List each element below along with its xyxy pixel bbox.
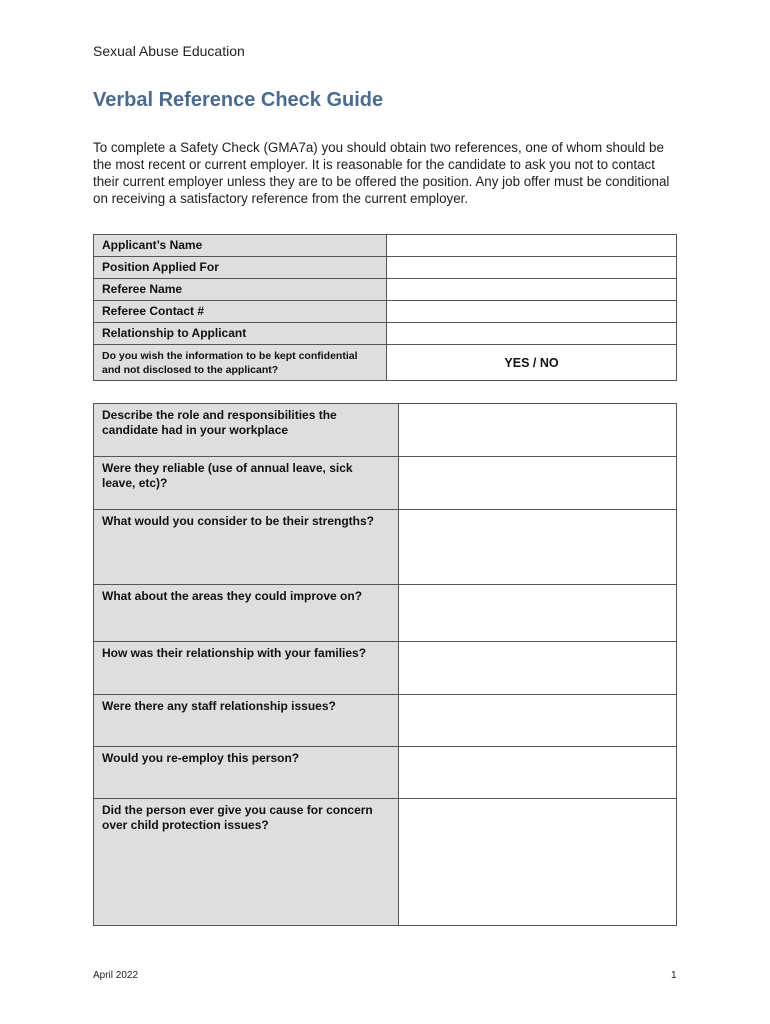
table-row	[94, 279, 677, 301]
position-applied-field[interactable]	[387, 257, 677, 279]
table-row	[94, 642, 677, 695]
applicant-info-table	[93, 234, 677, 381]
question-label: How was their relationship with your families?	[94, 642, 399, 695]
answer-field[interactable]	[399, 695, 677, 747]
table-row	[94, 457, 677, 510]
referee-name-field[interactable]	[387, 279, 677, 301]
question-label: What about the areas they could improve on?	[94, 585, 399, 642]
answer-field[interactable]	[399, 642, 677, 695]
table-row	[94, 235, 677, 257]
answer-field[interactable]	[399, 457, 677, 510]
question-label: Did the person ever give you cause for concern over child protection issues?	[94, 799, 399, 926]
answer-field[interactable]	[399, 799, 677, 926]
answer-field[interactable]	[399, 404, 677, 457]
confidential-yes-no-field[interactable]: YES / NO	[387, 345, 677, 381]
relationship-field[interactable]	[387, 323, 677, 345]
confidential-question-label: Do you wish the information to be kept confidential and not disclosed to the applicant?	[94, 345, 387, 381]
answer-field[interactable]	[399, 585, 677, 642]
intro-paragraph: To complete a Safety Check (GMA7a) you should obtain two references, one of whom should be the most recent or current employer. It is reasonable for the candidate to ask you not to contact their current employer unless they are to be offered the position. Any job offer must be conditional on receiving a satisfactory reference from the current employer.	[93, 140, 670, 206]
relationship-label: Relationship to Applicant	[94, 323, 387, 345]
applicant-name-field[interactable]	[387, 235, 677, 257]
question-label: Describe the role and responsibilities the candidate had in your workplace	[94, 404, 399, 457]
footer-date: April 2022	[93, 970, 139, 981]
page-title: Verbal Reference Check Guide	[93, 89, 384, 111]
table-row	[94, 404, 677, 457]
page-number: 1	[671, 970, 677, 981]
applicant-name-label: Applicant’s Name	[94, 235, 387, 257]
reference-questions-table	[93, 403, 677, 926]
question-label: Were there any staff relationship issues?	[94, 695, 399, 747]
referee-name-label: Referee Name	[94, 279, 387, 301]
position-applied-label: Position Applied For	[94, 257, 387, 279]
answer-field[interactable]	[399, 510, 677, 585]
page-header: Sexual Abuse Education	[93, 43, 245, 59]
question-label: Would you re-employ this person?	[94, 747, 399, 799]
table-row	[94, 257, 677, 279]
referee-contact-label: Referee Contact #	[94, 301, 387, 323]
table-row	[94, 799, 677, 926]
question-label: Were they reliable (use of annual leave, sick leave, etc)?	[94, 457, 399, 510]
table-row	[94, 510, 677, 585]
table-row	[94, 323, 677, 345]
table-row	[94, 695, 677, 747]
referee-contact-field[interactable]	[387, 301, 677, 323]
table-row	[94, 345, 677, 381]
answer-field[interactable]	[399, 747, 677, 799]
table-row	[94, 747, 677, 799]
table-row	[94, 301, 677, 323]
question-label: What would you consider to be their strengths?	[94, 510, 399, 585]
table-row	[94, 585, 677, 642]
